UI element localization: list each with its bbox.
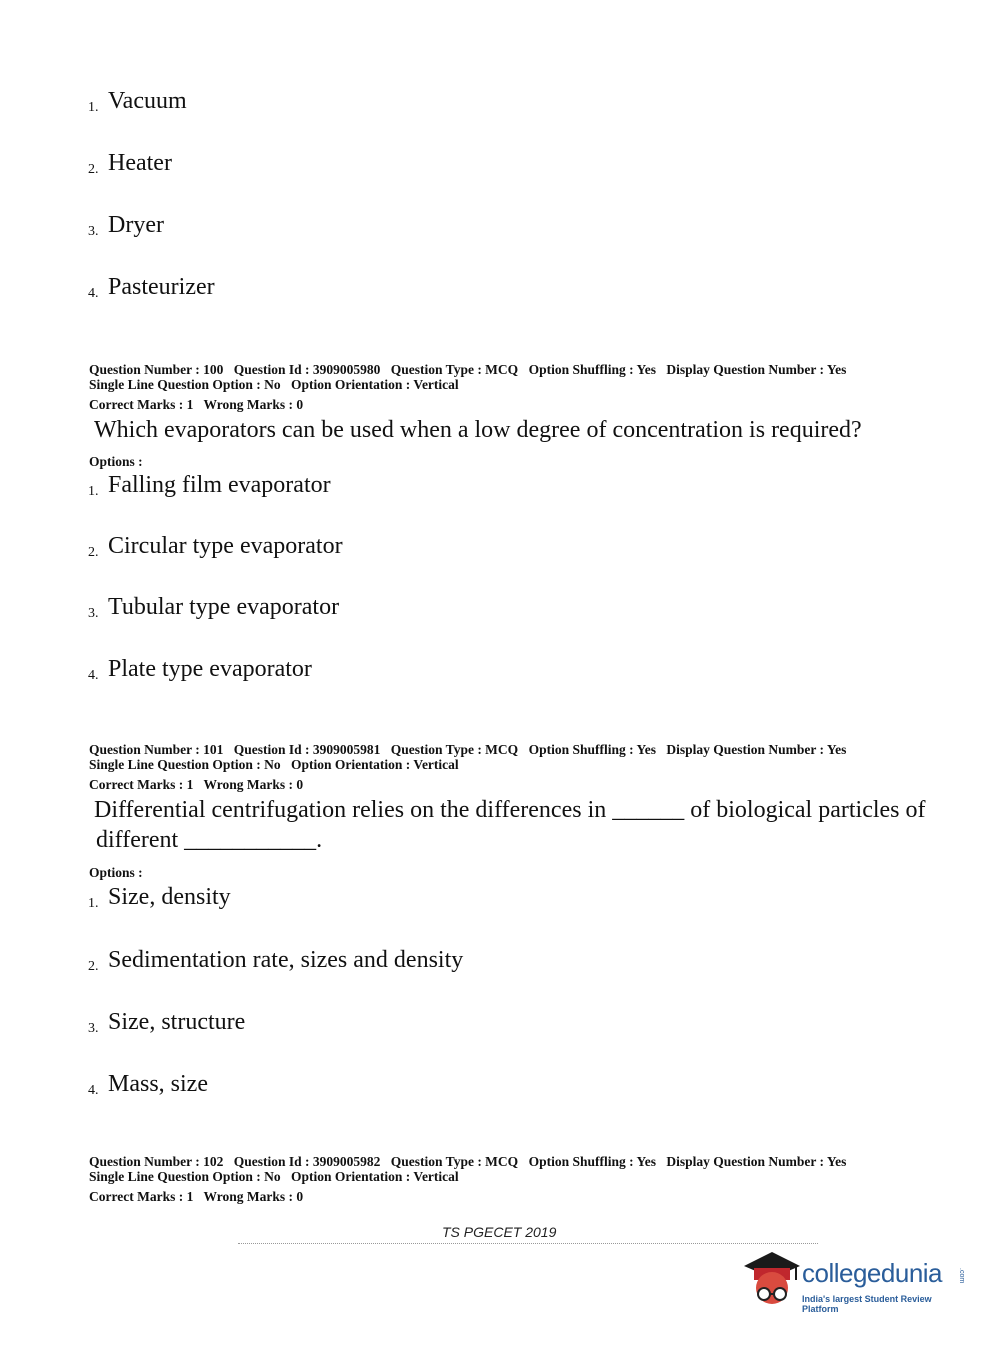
q100-marks xyxy=(89,397,310,412)
question-id: Question Id : 3909005980 xyxy=(233,362,381,377)
option-number: 3. xyxy=(88,224,99,239)
graduation-cap-mascot-icon xyxy=(740,1248,802,1318)
option-number: 1. xyxy=(88,896,99,911)
option-number: 4. xyxy=(88,286,99,301)
option-text: Heater xyxy=(108,150,172,176)
option-text: Size, structure xyxy=(108,1009,246,1035)
brand-name: collegedunia xyxy=(802,1258,943,1288)
option-number: 2. xyxy=(88,959,99,974)
single-line-option: Single Line Question Option : No xyxy=(89,757,281,772)
option-number: 4. xyxy=(88,1083,99,1098)
option-number: 4. xyxy=(88,668,99,683)
question-number: Question Number : 102 xyxy=(89,1154,224,1169)
q100-question-text: Which evaporators can be used when a low degree of concentration is required? xyxy=(94,417,862,443)
correct-marks: Correct Marks : 1 xyxy=(89,397,194,412)
exam-footer: TS PGECET 2019 xyxy=(442,1224,557,1240)
q102-marks xyxy=(89,1189,310,1204)
question-number: Question Number : 101 xyxy=(89,742,224,757)
option-orientation: Option Orientation : Vertical xyxy=(291,1169,459,1184)
option-orientation: Option Orientation : Vertical xyxy=(291,377,459,392)
question-type: Question Type : MCQ xyxy=(390,742,519,757)
option-number: 2. xyxy=(88,545,99,560)
display-question-number: Display Question Number : Yes xyxy=(666,742,847,757)
option-text: Size, density xyxy=(108,884,231,910)
option-text: Mass, size xyxy=(108,1071,208,1097)
option-text: Plate type evaporator xyxy=(108,656,312,682)
q101-marks xyxy=(89,777,310,792)
option-text: Falling film evaporator xyxy=(108,472,331,498)
wrong-marks: Wrong Marks : 0 xyxy=(203,1189,304,1204)
q101-meta-line1 xyxy=(89,742,853,757)
q100-meta-line1 xyxy=(89,362,853,377)
q101-options-label: Options : xyxy=(89,865,143,880)
option-shuffling: Option Shuffling : Yes xyxy=(528,1154,656,1169)
option-number: 1. xyxy=(88,484,99,499)
option-number: 2. xyxy=(88,162,99,177)
question-type: Question Type : MCQ xyxy=(390,362,519,377)
q102-meta-line2 xyxy=(89,1169,466,1184)
footer-divider xyxy=(238,1243,818,1244)
option-text: Tubular type evaporator xyxy=(108,594,340,620)
q102-meta-line1 xyxy=(89,1154,853,1169)
option-number: 1. xyxy=(88,100,99,115)
option-orientation: Option Orientation : Vertical xyxy=(291,757,459,772)
single-line-option: Single Line Question Option : No xyxy=(89,1169,281,1184)
q101-meta-line2 xyxy=(89,757,466,772)
wrong-marks: Wrong Marks : 0 xyxy=(203,397,304,412)
single-line-option: Single Line Question Option : No xyxy=(89,377,281,392)
question-id: Question Id : 3909005981 xyxy=(233,742,381,757)
correct-marks: Correct Marks : 1 xyxy=(89,777,194,792)
q101-question-text-line2: different ___________. xyxy=(96,827,323,853)
q100-meta-line2 xyxy=(89,377,466,392)
question-number: Question Number : 100 xyxy=(89,362,224,377)
option-text: Pasteurizer xyxy=(108,274,215,300)
correct-marks: Correct Marks : 1 xyxy=(89,1189,194,1204)
option-text: Vacuum xyxy=(108,88,187,114)
display-question-number: Display Question Number : Yes xyxy=(666,1154,847,1169)
option-number: 3. xyxy=(88,1021,99,1036)
option-text: Sedimentation rate, sizes and density xyxy=(108,947,464,973)
option-shuffling: Option Shuffling : Yes xyxy=(528,742,656,757)
question-type: Question Type : MCQ xyxy=(390,1154,519,1169)
wrong-marks: Wrong Marks : 0 xyxy=(203,777,304,792)
option-text: Circular type evaporator xyxy=(108,533,343,559)
display-question-number: Display Question Number : Yes xyxy=(666,362,847,377)
question-id: Question Id : 3909005982 xyxy=(233,1154,381,1169)
option-number: 3. xyxy=(88,606,99,621)
collegedunia-logo[interactable] xyxy=(740,1248,970,1318)
q101-question-text-line1: Differential centrifugation relies on the differences in ______ of biological particles of xyxy=(94,797,926,823)
q100-options-label: Options : xyxy=(89,454,143,469)
option-shuffling: Option Shuffling : Yes xyxy=(528,362,656,377)
option-text: Dryer xyxy=(108,212,164,238)
brand-tagline: India's largest Student Review Platform xyxy=(802,1294,932,1314)
brand-suffix: .com xyxy=(958,1268,965,1284)
